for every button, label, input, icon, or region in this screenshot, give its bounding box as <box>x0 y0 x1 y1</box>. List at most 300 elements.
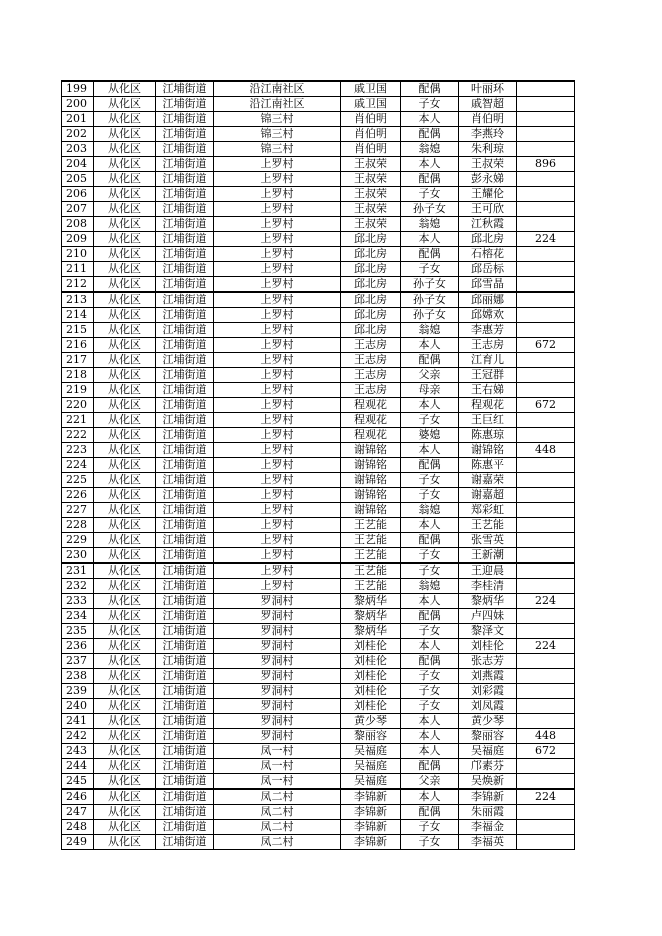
householder-cell: 谢锦铭 <box>341 503 401 518</box>
member-name-cell: 李福英 <box>459 835 517 850</box>
street-cell: 江埔街道 <box>156 805 214 820</box>
row-number-cell: 199 <box>62 81 94 97</box>
relation-cell: 配偶 <box>401 247 459 262</box>
row-number-cell: 203 <box>62 142 94 157</box>
community-cell: 罗洞村 <box>214 684 341 699</box>
community-cell: 罗洞村 <box>214 639 341 654</box>
row-number-cell: 219 <box>62 383 94 398</box>
street-cell: 江埔街道 <box>156 338 214 353</box>
relation-cell: 配偶 <box>401 759 459 774</box>
member-name-cell: 王迎晨 <box>459 563 517 579</box>
table-row <box>62 308 575 323</box>
row-number-cell: 212 <box>62 277 94 293</box>
community-cell: 上罗村 <box>214 187 341 202</box>
householder-cell: 吴福庭 <box>341 759 401 774</box>
table-row <box>62 323 575 338</box>
row-number-cell: 204 <box>62 157 94 172</box>
householder-cell: 王志房 <box>341 368 401 383</box>
table-row <box>62 563 575 579</box>
row-number-cell: 201 <box>62 112 94 127</box>
householder-cell: 肖伯明 <box>341 142 401 157</box>
amount-cell <box>517 488 575 503</box>
amount-cell <box>517 714 575 729</box>
amount-cell <box>517 563 575 579</box>
district-cell: 从化区 <box>94 187 156 202</box>
householder-cell: 王叔荣 <box>341 217 401 232</box>
member-name-cell: 李惠芳 <box>459 323 517 338</box>
relation-cell: 子女 <box>401 187 459 202</box>
community-cell: 罗洞村 <box>214 594 341 609</box>
relation-cell: 子女 <box>401 624 459 639</box>
district-cell: 从化区 <box>94 157 156 172</box>
amount-cell <box>517 458 575 473</box>
householder-cell: 刘桂伦 <box>341 699 401 714</box>
relation-cell: 婆媳 <box>401 428 459 443</box>
district-cell: 从化区 <box>94 744 156 759</box>
householder-cell: 王叔荣 <box>341 202 401 217</box>
district-cell: 从化区 <box>94 428 156 443</box>
relation-cell: 翁媳 <box>401 142 459 157</box>
amount-cell <box>517 413 575 428</box>
community-cell: 上罗村 <box>214 533 341 548</box>
district-cell: 从化区 <box>94 624 156 639</box>
district-cell: 从化区 <box>94 338 156 353</box>
row-number-cell: 227 <box>62 503 94 518</box>
member-name-cell: 王叔荣 <box>459 157 517 172</box>
householder-cell: 黎炳华 <box>341 594 401 609</box>
householder-cell: 王志房 <box>341 353 401 368</box>
householder-cell: 吴福庭 <box>341 744 401 759</box>
householder-cell: 谢锦铭 <box>341 473 401 488</box>
district-cell: 从化区 <box>94 383 156 398</box>
member-name-cell: 王可欣 <box>459 202 517 217</box>
district-cell: 从化区 <box>94 81 156 97</box>
community-cell: 上罗村 <box>214 488 341 503</box>
amount-cell <box>517 518 575 533</box>
amount-cell <box>517 684 575 699</box>
community-cell: 凤二村 <box>214 820 341 835</box>
householder-cell: 刘桂伦 <box>341 654 401 669</box>
community-cell: 罗洞村 <box>214 609 341 624</box>
community-cell: 上罗村 <box>214 353 341 368</box>
householder-cell: 程观花 <box>341 398 401 413</box>
street-cell: 江埔街道 <box>156 548 214 564</box>
table-row <box>62 277 575 293</box>
member-name-cell: 刘桂伦 <box>459 639 517 654</box>
relation-cell: 本人 <box>401 443 459 458</box>
row-number-cell: 200 <box>62 97 94 112</box>
relation-cell: 本人 <box>401 744 459 759</box>
street-cell: 江埔街道 <box>156 624 214 639</box>
street-cell: 江埔街道 <box>156 277 214 293</box>
district-cell: 从化区 <box>94 654 156 669</box>
householder-cell: 王志房 <box>341 338 401 353</box>
street-cell: 江埔街道 <box>156 774 214 790</box>
row-number-cell: 208 <box>62 217 94 232</box>
amount-cell <box>517 759 575 774</box>
row-number-cell: 245 <box>62 774 94 790</box>
community-cell: 凤一村 <box>214 759 341 774</box>
member-name-cell: 朱利琼 <box>459 142 517 157</box>
street-cell: 江埔街道 <box>156 157 214 172</box>
table-row <box>62 413 575 428</box>
street-cell: 江埔街道 <box>156 699 214 714</box>
row-number-cell: 215 <box>62 323 94 338</box>
table-row <box>62 127 575 142</box>
member-name-cell: 邱嫦欢 <box>459 308 517 323</box>
table-row <box>62 759 575 774</box>
street-cell: 江埔街道 <box>156 744 214 759</box>
householder-cell: 黎炳华 <box>341 609 401 624</box>
member-name-cell: 卢四妹 <box>459 609 517 624</box>
row-number-cell: 223 <box>62 443 94 458</box>
row-number-cell: 211 <box>62 262 94 277</box>
community-cell: 凤二村 <box>214 835 341 850</box>
table-row <box>62 292 575 308</box>
community-cell: 上罗村 <box>214 398 341 413</box>
district-cell: 从化区 <box>94 172 156 187</box>
relation-cell: 子女 <box>401 97 459 112</box>
community-cell: 沿江南社区 <box>214 81 341 97</box>
row-number-cell: 224 <box>62 458 94 473</box>
table-row <box>62 338 575 353</box>
member-name-cell: 谢锦铭 <box>459 443 517 458</box>
householder-cell: 王艺能 <box>341 533 401 548</box>
amount-cell <box>517 292 575 308</box>
table-row <box>62 503 575 518</box>
relation-cell: 本人 <box>401 157 459 172</box>
district-cell: 从化区 <box>94 609 156 624</box>
relation-cell: 本人 <box>401 714 459 729</box>
street-cell: 江埔街道 <box>156 172 214 187</box>
table-row <box>62 81 575 97</box>
table-row <box>62 835 575 850</box>
street-cell: 江埔街道 <box>156 729 214 744</box>
street-cell: 江埔街道 <box>156 458 214 473</box>
district-cell: 从化区 <box>94 458 156 473</box>
member-name-cell: 王耀伦 <box>459 187 517 202</box>
amount-cell <box>517 112 575 127</box>
community-cell: 上罗村 <box>214 247 341 262</box>
table-row <box>62 729 575 744</box>
row-number-cell: 220 <box>62 398 94 413</box>
street-cell: 江埔街道 <box>156 202 214 217</box>
street-cell: 江埔街道 <box>156 323 214 338</box>
community-cell: 上罗村 <box>214 458 341 473</box>
amount-cell <box>517 533 575 548</box>
householder-cell: 王叔荣 <box>341 172 401 187</box>
street-cell: 江埔街道 <box>156 81 214 97</box>
community-cell: 凤二村 <box>214 789 341 805</box>
table-row <box>62 774 575 790</box>
householder-cell: 王叔荣 <box>341 187 401 202</box>
community-cell: 上罗村 <box>214 217 341 232</box>
district-cell: 从化区 <box>94 533 156 548</box>
district-cell: 从化区 <box>94 789 156 805</box>
householder-cell: 邱北房 <box>341 323 401 338</box>
row-number-cell: 225 <box>62 473 94 488</box>
amount-cell <box>517 654 575 669</box>
street-cell: 江埔街道 <box>156 292 214 308</box>
amount-cell <box>517 579 575 594</box>
amount-cell <box>517 142 575 157</box>
table-row <box>62 172 575 187</box>
member-name-cell: 黄少琴 <box>459 714 517 729</box>
row-number-cell: 243 <box>62 744 94 759</box>
table-row <box>62 232 575 247</box>
district-cell: 从化区 <box>94 729 156 744</box>
relation-cell: 本人 <box>401 729 459 744</box>
community-cell: 上罗村 <box>214 323 341 338</box>
table-row <box>62 533 575 548</box>
relation-cell: 子女 <box>401 669 459 684</box>
row-number-cell: 206 <box>62 187 94 202</box>
district-cell: 从化区 <box>94 759 156 774</box>
table-row <box>62 473 575 488</box>
relation-cell: 父亲 <box>401 368 459 383</box>
member-name-cell: 江秋霞 <box>459 217 517 232</box>
householder-cell: 谢锦铭 <box>341 443 401 458</box>
relation-cell: 翁媳 <box>401 579 459 594</box>
relation-cell: 子女 <box>401 548 459 564</box>
amount-cell <box>517 503 575 518</box>
amount-cell <box>517 805 575 820</box>
community-cell: 凤一村 <box>214 744 341 759</box>
community-cell: 凤一村 <box>214 774 341 790</box>
community-cell: 上罗村 <box>214 232 341 247</box>
community-cell: 凤二村 <box>214 805 341 820</box>
street-cell: 江埔街道 <box>156 835 214 850</box>
member-name-cell: 刘燕霞 <box>459 669 517 684</box>
member-name-cell: 黎丽容 <box>459 729 517 744</box>
amount-cell: 224 <box>517 789 575 805</box>
householder-cell: 邱北房 <box>341 308 401 323</box>
street-cell: 江埔街道 <box>156 187 214 202</box>
amount-cell <box>517 774 575 790</box>
district-cell: 从化区 <box>94 518 156 533</box>
district-cell: 从化区 <box>94 669 156 684</box>
relation-cell: 孙子女 <box>401 202 459 217</box>
district-cell: 从化区 <box>94 820 156 835</box>
district-cell: 从化区 <box>94 398 156 413</box>
householder-cell: 黎炳华 <box>341 624 401 639</box>
community-cell: 上罗村 <box>214 368 341 383</box>
district-cell: 从化区 <box>94 699 156 714</box>
amount-cell: 672 <box>517 744 575 759</box>
street-cell: 江埔街道 <box>156 533 214 548</box>
amount-cell <box>517 277 575 293</box>
street-cell: 江埔街道 <box>156 789 214 805</box>
table-row <box>62 639 575 654</box>
householder-cell: 王叔荣 <box>341 157 401 172</box>
member-name-cell: 彭永娣 <box>459 172 517 187</box>
table-row <box>62 368 575 383</box>
householder-cell: 邱北房 <box>341 262 401 277</box>
table-row <box>62 684 575 699</box>
relation-cell: 配偶 <box>401 609 459 624</box>
table-row <box>62 142 575 157</box>
amount-cell <box>517 835 575 850</box>
relation-cell: 配偶 <box>401 805 459 820</box>
relation-cell: 母亲 <box>401 383 459 398</box>
street-cell: 江埔街道 <box>156 247 214 262</box>
relation-cell: 子女 <box>401 684 459 699</box>
relation-cell: 翁媳 <box>401 323 459 338</box>
relation-cell: 本人 <box>401 398 459 413</box>
row-number-cell: 236 <box>62 639 94 654</box>
community-cell: 锦三村 <box>214 127 341 142</box>
relation-cell: 本人 <box>401 338 459 353</box>
street-cell: 江埔街道 <box>156 353 214 368</box>
street-cell: 江埔街道 <box>156 820 214 835</box>
row-number-cell: 244 <box>62 759 94 774</box>
relation-cell: 本人 <box>401 518 459 533</box>
member-name-cell: 王巨红 <box>459 413 517 428</box>
relation-cell: 孙子女 <box>401 308 459 323</box>
table-row <box>62 428 575 443</box>
relation-cell: 孙子女 <box>401 277 459 293</box>
relation-cell: 本人 <box>401 639 459 654</box>
member-name-cell: 石榕花 <box>459 247 517 262</box>
district-cell: 从化区 <box>94 413 156 428</box>
relation-cell: 本人 <box>401 232 459 247</box>
community-cell: 上罗村 <box>214 383 341 398</box>
district-cell: 从化区 <box>94 232 156 247</box>
amount-cell <box>517 81 575 97</box>
district-cell: 从化区 <box>94 262 156 277</box>
district-cell: 从化区 <box>94 488 156 503</box>
amount-cell <box>517 262 575 277</box>
member-name-cell: 邱丽娜 <box>459 292 517 308</box>
community-cell: 上罗村 <box>214 428 341 443</box>
householder-cell: 邱北房 <box>341 232 401 247</box>
householder-cell: 王艺能 <box>341 579 401 594</box>
member-name-cell: 陈惠平 <box>459 458 517 473</box>
householder-cell: 王艺能 <box>341 518 401 533</box>
street-cell: 江埔街道 <box>156 398 214 413</box>
table-row <box>62 112 575 127</box>
street-cell: 江埔街道 <box>156 232 214 247</box>
row-number-cell: 221 <box>62 413 94 428</box>
community-cell: 上罗村 <box>214 473 341 488</box>
row-number-cell: 222 <box>62 428 94 443</box>
community-cell: 罗洞村 <box>214 624 341 639</box>
district-cell: 从化区 <box>94 353 156 368</box>
householder-cell: 刘桂伦 <box>341 639 401 654</box>
table-row <box>62 202 575 217</box>
table-row <box>62 262 575 277</box>
row-number-cell: 249 <box>62 835 94 850</box>
householder-cell: 王艺能 <box>341 563 401 579</box>
householder-cell: 黄少琴 <box>341 714 401 729</box>
amount-cell <box>517 127 575 142</box>
street-cell: 江埔街道 <box>156 127 214 142</box>
amount-cell: 224 <box>517 232 575 247</box>
row-number-cell: 217 <box>62 353 94 368</box>
street-cell: 江埔街道 <box>156 654 214 669</box>
table-row <box>62 443 575 458</box>
relation-cell: 配偶 <box>401 353 459 368</box>
community-cell: 上罗村 <box>214 262 341 277</box>
street-cell: 江埔街道 <box>156 142 214 157</box>
community-cell: 罗洞村 <box>214 699 341 714</box>
amount-cell: 672 <box>517 398 575 413</box>
community-cell: 上罗村 <box>214 503 341 518</box>
street-cell: 江埔街道 <box>156 684 214 699</box>
table-row <box>62 624 575 639</box>
relation-cell: 本人 <box>401 594 459 609</box>
street-cell: 江埔街道 <box>156 759 214 774</box>
row-number-cell: 242 <box>62 729 94 744</box>
district-cell: 从化区 <box>94 127 156 142</box>
table-row <box>62 398 575 413</box>
relation-cell: 配偶 <box>401 81 459 97</box>
table-row <box>62 789 575 805</box>
street-cell: 江埔街道 <box>156 503 214 518</box>
table-row <box>62 187 575 202</box>
householder-cell: 程观花 <box>341 428 401 443</box>
householder-cell: 戚卫国 <box>341 81 401 97</box>
row-number-cell: 216 <box>62 338 94 353</box>
community-cell: 罗洞村 <box>214 669 341 684</box>
district-cell: 从化区 <box>94 368 156 383</box>
amount-cell <box>517 247 575 262</box>
amount-cell: 224 <box>517 639 575 654</box>
member-name-cell: 黎泽文 <box>459 624 517 639</box>
district-cell: 从化区 <box>94 503 156 518</box>
member-name-cell: 吴焕新 <box>459 774 517 790</box>
member-name-cell: 戚智超 <box>459 97 517 112</box>
table-row <box>62 488 575 503</box>
district-cell: 从化区 <box>94 323 156 338</box>
relation-cell: 本人 <box>401 112 459 127</box>
householder-cell: 程观花 <box>341 413 401 428</box>
row-number-cell: 248 <box>62 820 94 835</box>
district-cell: 从化区 <box>94 548 156 564</box>
amount-cell: 896 <box>517 157 575 172</box>
row-number-cell: 247 <box>62 805 94 820</box>
row-number-cell: 234 <box>62 609 94 624</box>
member-name-cell: 陈惠琼 <box>459 428 517 443</box>
relation-cell: 翁媳 <box>401 217 459 232</box>
district-cell: 从化区 <box>94 473 156 488</box>
street-cell: 江埔街道 <box>156 639 214 654</box>
table-row <box>62 548 575 564</box>
amount-cell <box>517 624 575 639</box>
householder-cell: 黎丽容 <box>341 729 401 744</box>
householder-cell: 邱北房 <box>341 277 401 293</box>
member-name-cell: 郑彩虹 <box>459 503 517 518</box>
amount-cell: 672 <box>517 338 575 353</box>
householder-cell: 刘桂伦 <box>341 684 401 699</box>
relation-cell: 配偶 <box>401 533 459 548</box>
street-cell: 江埔街道 <box>156 563 214 579</box>
amount-cell <box>517 820 575 835</box>
row-number-cell: 233 <box>62 594 94 609</box>
district-cell: 从化区 <box>94 308 156 323</box>
member-name-cell: 刘凤霞 <box>459 699 517 714</box>
street-cell: 江埔街道 <box>156 112 214 127</box>
district-cell: 从化区 <box>94 202 156 217</box>
row-number-cell: 209 <box>62 232 94 247</box>
member-name-cell: 叶丽环 <box>459 81 517 97</box>
street-cell: 江埔街道 <box>156 594 214 609</box>
member-name-cell: 邱岳标 <box>459 262 517 277</box>
relation-cell: 孙子女 <box>401 292 459 308</box>
community-cell: 上罗村 <box>214 338 341 353</box>
table-row <box>62 353 575 368</box>
district-cell: 从化区 <box>94 247 156 262</box>
